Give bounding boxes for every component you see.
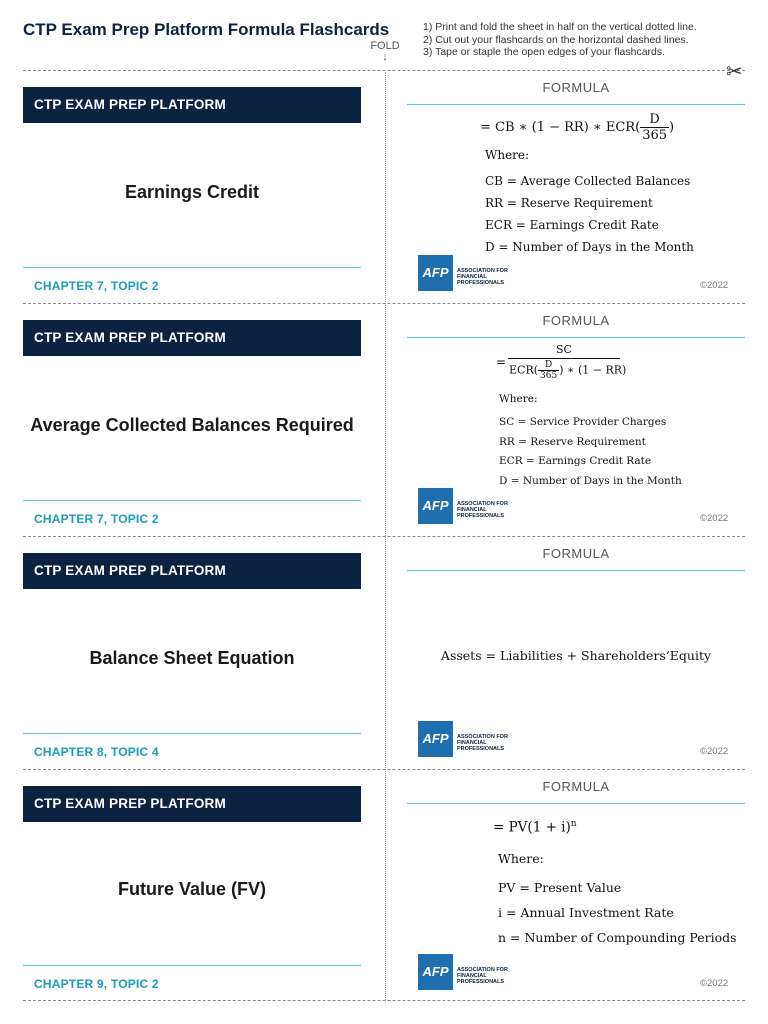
formula-label: FORMULA <box>542 546 610 561</box>
formula <box>480 110 740 260</box>
formula-denominator: ECR( $\frac{D}{365}$ ) ∗ (1 − RR) <box>509 360 627 381</box>
formula-def: ECR = Earnings Credit Rate <box>499 455 652 467</box>
cut-line <box>23 70 745 71</box>
chapter-rule <box>23 965 361 966</box>
formula-def: D = Number of Days in the Month <box>485 240 694 254</box>
formula-exponent: n <box>570 819 577 829</box>
formula-fraction <box>538 360 559 381</box>
formula-expression: = PV(1 + i) <box>493 819 571 836</box>
copyright: ©2022 <box>700 280 729 291</box>
afp-logo <box>418 721 528 757</box>
formula-rule <box>407 803 745 804</box>
formula-expression: = CB ∗ (1 − RR) ∗ ECR <box>480 120 636 135</box>
formula-label: FORMULA <box>542 779 610 794</box>
page-title: CTP Exam Prep Platform Formula Flashcards <box>23 20 390 39</box>
formula-def: ECR = Earnings Credit Rate <box>485 218 659 232</box>
afp-logo <box>418 488 528 524</box>
logo-text: ASSOCIATION FOR FINANCIAL PROFESSIONALS <box>457 501 508 519</box>
denominator-prefix: ECR <box>509 363 534 377</box>
card-banner: CTP EXAM PREP PLATFORM <box>23 786 361 822</box>
logo-text: ASSOCIATION FOR FINANCIAL PROFESSIONALS <box>457 734 508 752</box>
copyright: ©2022 <box>700 746 729 757</box>
logo-text: ASSOCIATION FOR FINANCIAL PROFESSIONALS <box>457 268 508 286</box>
card-chapter: CHAPTER 7, TOPIC 2 <box>34 512 159 526</box>
formula-rule <box>407 104 745 105</box>
formula-def: D = Number of Days in the Month <box>499 475 682 487</box>
formula-where: Where: <box>498 851 544 866</box>
fraction-numerator: D <box>640 112 669 128</box>
logo-mark: AFP <box>418 721 453 757</box>
formula-def: n = Number of Compounding Periods <box>498 930 737 945</box>
formula-where: Where: <box>485 148 530 162</box>
formula-eq-sign: = <box>496 355 507 369</box>
card-banner: CTP EXAM PREP PLATFORM <box>23 553 361 589</box>
formula-def: PV = Present Value <box>498 880 622 895</box>
logo-mark: AFP <box>418 488 453 524</box>
arrow-down-icon: ↓ <box>382 51 388 63</box>
formula-label: FORMULA <box>542 313 610 328</box>
flashcard <box>0 538 768 771</box>
formula-equation: = CB ∗ (1 − RR) ∗ ECR( $\frac{D}{365}$ ) <box>480 112 675 143</box>
chapter-rule <box>23 733 361 734</box>
formula <box>496 341 746 491</box>
formula-numerator: SC <box>508 343 620 359</box>
formula-def: CB = Average Collected Balances <box>485 174 691 188</box>
fraction-denominator: 365 <box>540 371 558 381</box>
formula-def: SC = Service Provider Charges <box>499 416 667 428</box>
formula-def: RR = Reserve Requirement <box>485 196 653 210</box>
card-chapter: CHAPTER 7, TOPIC 2 <box>34 279 159 293</box>
formula-def: i = Annual Investment Rate <box>498 905 674 920</box>
chapter-rule <box>23 500 361 501</box>
card-term: Earnings Credit <box>124 182 260 202</box>
logo-mark: AFP <box>418 954 453 990</box>
formula-equation <box>493 819 577 836</box>
formula-fraction <box>640 112 669 143</box>
flashcard <box>0 305 768 538</box>
formula <box>493 815 743 955</box>
afp-logo <box>418 255 528 291</box>
instructions <box>423 21 697 59</box>
formula-label: FORMULA <box>542 80 610 95</box>
card-banner: CTP EXAM PREP PLATFORM <box>23 320 361 356</box>
instruction-1: 1) Print and fold the sheet in half on the vertical dotted line. <box>423 21 697 33</box>
fraction-numerator: D <box>538 360 559 371</box>
chapter-rule <box>23 267 361 268</box>
formula <box>407 648 745 668</box>
logo-text: ASSOCIATION FOR FINANCIAL PROFESSIONALS <box>457 967 508 985</box>
card-chapter: CHAPTER 9, TOPIC 2 <box>34 977 159 991</box>
card-banner: CTP EXAM PREP PLATFORM <box>23 87 361 123</box>
afp-logo <box>418 954 528 990</box>
instruction-3: 3) Tape or staple the open edges of your flashcards. <box>423 46 666 58</box>
scissors-icon: ✂ <box>726 61 743 83</box>
flashcard <box>0 771 768 1004</box>
formula-rule <box>407 337 745 338</box>
formula-rule <box>407 570 745 571</box>
copyright: ©2022 <box>700 978 729 989</box>
fold-label: FOLD <box>370 40 400 52</box>
formula-def: RR = Reserve Requirement <box>499 436 646 448</box>
formula-equation: Assets = Liabilities + Shareholders’Equity <box>440 648 712 663</box>
card-term: Balance Sheet Equation <box>89 648 295 668</box>
card-term: Average Collected Balances Required <box>30 415 354 435</box>
denominator-suffix: ∗ (1 − RR) <box>567 363 627 377</box>
card-chapter: CHAPTER 8, TOPIC 4 <box>34 745 159 759</box>
copyright: ©2022 <box>700 513 729 524</box>
formula-where: Where: <box>499 393 538 405</box>
card-term: Future Value (FV) <box>117 879 267 899</box>
fraction-denominator: 365 <box>642 128 668 143</box>
fold-marker <box>368 40 402 62</box>
logo-mark: AFP <box>418 255 453 291</box>
instruction-2: 2) Cut out your flashcards on the horizontal dashed lines. <box>423 33 689 46</box>
flashcard <box>0 72 768 305</box>
